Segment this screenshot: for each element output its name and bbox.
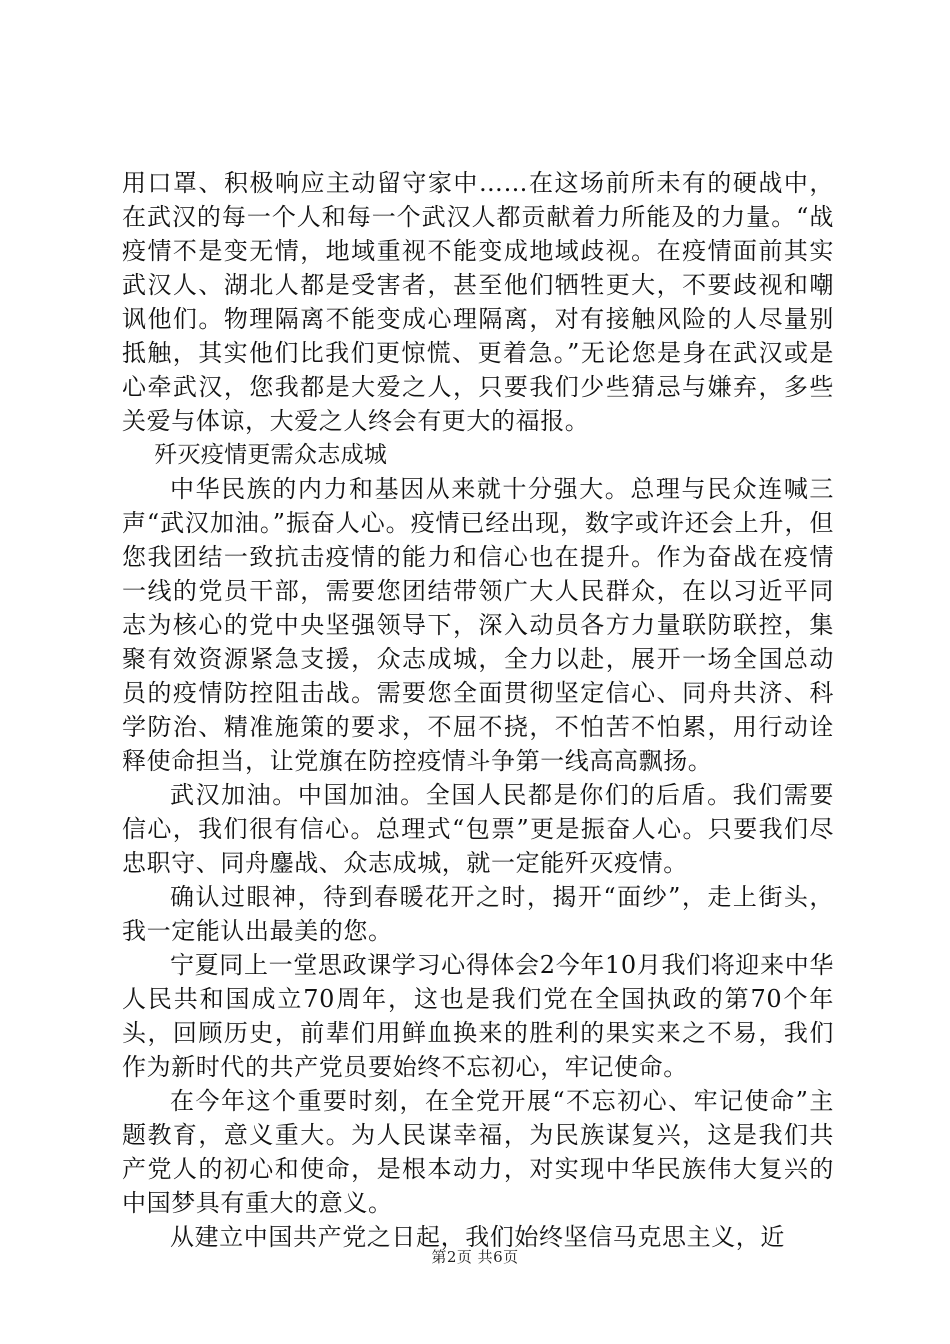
paragraph-3: 中华民族的内力和基因从来就十分强大。总理与民众连喊三声“武汉加油。”振奋人心。疫情已经出现，数字或许还会上升，但您我团结一致抗击疫情的能力和信心也在提升。作为奋战在疫情一线的党员干部，需要您团结带领广大人民群众，在以习近平同志为核心的党中央坚强领导下，深入动员各方力量联防联控，集聚有效资源紧急支援，众志成城，全力以赴，展开一场全国总动员的疫情防控阻击战。需要您全面贯彻坚定信心、同舟共济、科学防治、精准施策的要求，不屈不挠，不怕苦不怕累，用行动诠释使命担当，让党旗在防控疫情斗争第一线高高飘扬。 xyxy=(122,475,834,775)
paragraph-7: 在今年这个重要时刻，在全党开展“不忘初心、牢记使命”主题教育，意义重大。为人民谋幸福，为民族谋复兴，这是我们共产党人的初心和使命，是根本动力，对实现中华民族伟大复兴的中国梦具有重大的意义。 xyxy=(122,1087,834,1217)
section-heading: 歼灭疫情更需众志成城 xyxy=(154,442,388,468)
paragraph-6: 宁夏同上一堂思政课学习心得体会2今年10月我们将迎来中华人民共和国成立70周年，这也是我们党在全国执政的第70个年头，回顾历史，前辈们用鲜血换来的胜利的果实来之不易，我们作为新时代的共产党员要始终不忘初心，牢记使命。 xyxy=(122,951,834,1081)
document-body xyxy=(122,166,834,1254)
paragraph-5: 确认过眼神，待到春暖花开之时，揭开“面纱”，走上街头，我一定能认出最美的您。 xyxy=(122,883,834,945)
paragraph-8: 从建立中国共产党之日起，我们始终坚信马克思主义，近 xyxy=(170,1223,785,1251)
page-footer: 第2页 共6页 xyxy=(431,1248,519,1266)
paragraph-4: 武汉加油。中国加油。全国人民都是你们的后盾。我们需要信心，我们很有信心。总理式“包票”更是振奋人心。只要我们尽忠职守、同舟鏖战、众志成城，就一定能歼灭疫情。 xyxy=(122,781,834,877)
paragraph-1: 用口罩、积极响应主动留守家中……在这场前所未有的硬战中，在武汉的每一个人和每一个武汉人都贡献着力所能及的力量。“战疫情不是变无情，地域重视不能变成地域歧视。在疫情面前其实武汉人、湖北人都是受害者，甚至他们牺牲更大，不要歧视和嘲讽他们。物理隔离不能变成心理隔离，对有接触风险的人尽量别抵触，其实他们比我们更惊慌、更着急。”无论您是身在武汉或是心牵武汉，您我都是大爱之人，只要我们少些猜忌与嫌弃，多些关爱与体谅，大爱之人终会有更大的福报。 xyxy=(122,169,834,435)
